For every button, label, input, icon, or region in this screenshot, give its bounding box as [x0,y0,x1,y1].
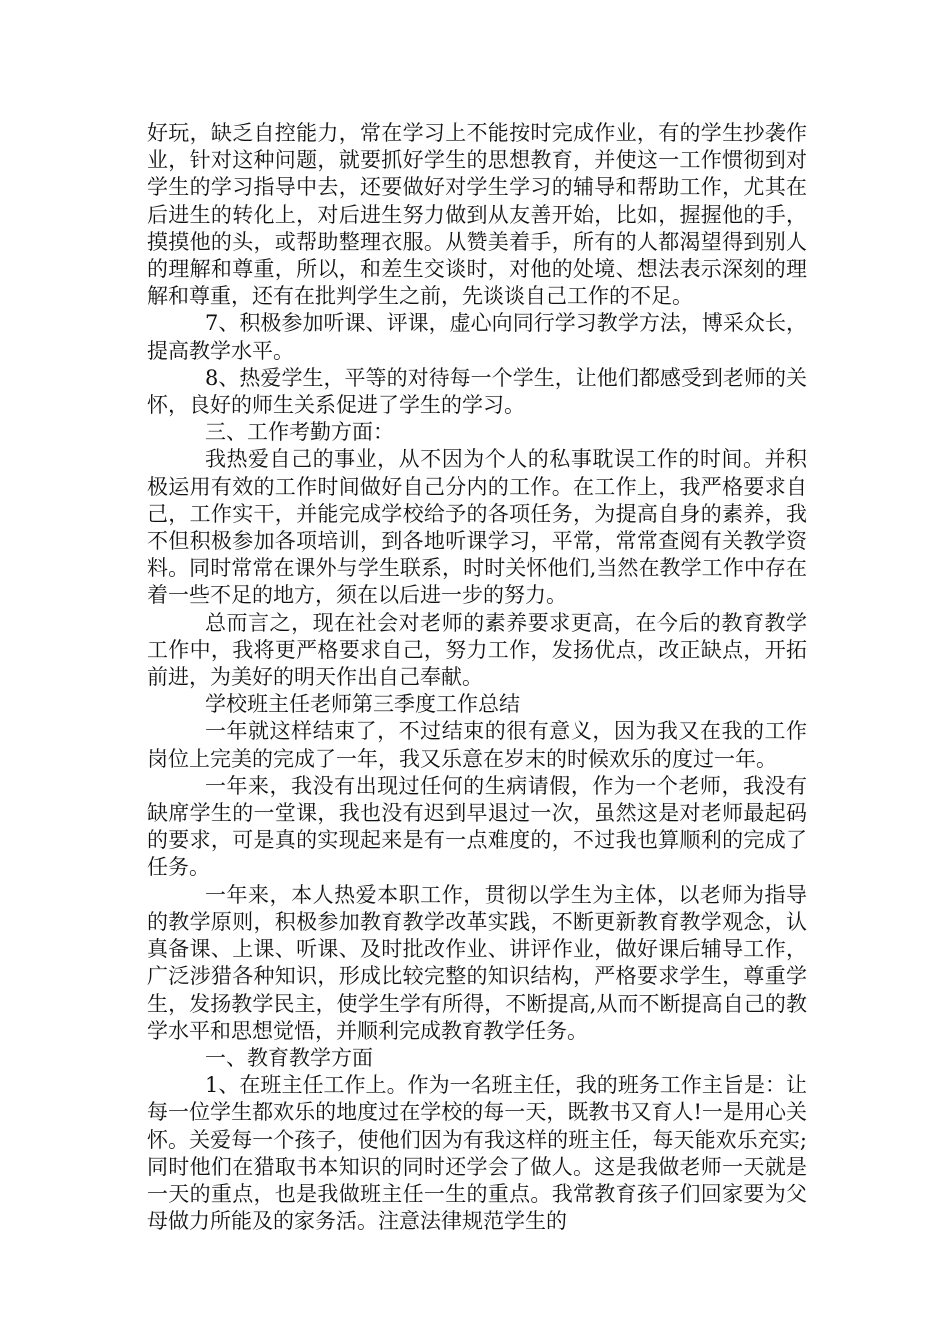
paragraph-conclusion: 总而言之，现在社会对老师的素养要求更高，在今后的教育教学工作中，我将更严格要求自己，努力工作，发扬优点，改正缺点，开拓前进，为美好的明天作出自己奉献。 [147,610,807,690]
paragraph-attendance-record: 一年来，我没有出现过任何的生病请假，作为一个老师，我没有缺席学生的一堂课，我也没有迟到早退过一次，虽然这是对老师最起码的要求，可是真的实现起来是有一点难度的，不过我也算顺利的完成了任务。 [147,773,807,880]
document-body [147,120,807,1235]
paragraph-intro: 一年就这样结束了，不过结束的很有意义，因为我又在我的工作岗位上完美的完成了一年，我又乐意在岁末的时候欢乐的度过一年。 [147,719,807,771]
paragraph-class-teacher-work: 1、在班主任工作上。作为一名班主任，我的班务工作主旨是：让每一位学生都欢乐的地度过在学校的每一天，既教书又育人!一是用心关怀。关爱每一个孩子，使他们因为有我这样的班主任，每天能欢乐充实;同时他们在猎取书本知识的同时还学会了做人。这是我做老师一天就是一天的重点，也是我做班主任一生的重点。我常教育孩子们回家要为父母做力所能及的家务活。注意法律规范学生的 [147,1073,807,1234]
paragraph-item-7: 7、积极参加听课、评课，虚心向同行学习教学方法，博采众长，提高教学水平。 [147,311,807,363]
document-title: 学校班主任老师第三季度工作总结 [205,692,520,717]
paragraph-attendance: 我热爱自己的事业，从不因为个人的私事耽误工作的时间。并积极运用有效的工作时间做好自己分内的工作。在工作上，我严格要求自己，工作实干，并能完成学校给予的各项任务，为提高自身的素养，我不但积极参加各项培训，到各地听课学习，平常，常常查阅有关教学资料。同时常常在课外与学生联系，时时关怀他们,当然在教学工作中存在着一些不足的地方，须在以后进一步的努力。 [147,447,807,608]
paragraph-continuation: 好玩，缺乏自控能力，常在学习上不能按时完成作业，有的学生抄袭作业，针对这种问题，就要抓好学生的思想教育，并使这一工作惯彻到对学生的学习指导中去，还要做好对学生学习的辅导和帮助工作，尤其在后进生的转化上，对后进生努力做到从友善开始，比如，握握他的手，摸摸他的头，或帮助整理衣服。从赞美着手，所有的人都渴望得到别人的理解和尊重，所以，和差生交谈时，对他的处境、想法表示深刻的理解和尊重，还有在批判学生之前，先谈谈自己工作的不足。 [147,121,807,309]
section-heading-teaching: 一、教育教学方面 [205,1045,373,1070]
section-heading-attendance: 三、工作考勤方面： [205,420,394,445]
paragraph-item-8: 8、热爱学生，平等的对待每一个学生，让他们都感受到老师的关怀，良好的师生关系促进了学生的学习。 [147,365,807,418]
paragraph-teaching-principles: 一年来，本人热爱本职工作，贯彻以学生为主体，以老师为指导的教学原则，积极参加教育教学改革实践，不断更新教育教学观念，认真备课、上课、听课、及时批改作业、讲评作业，做好课后辅导工作，广泛涉猎各种知识，形成比较完整的知识结构，严格要求学生，尊重学生，发扬教学民主，使学生学有所得，不断提高,从而不断提高自己的教学水平和思想觉悟，并顺利完成教育教学任务。 [147,882,807,1043]
